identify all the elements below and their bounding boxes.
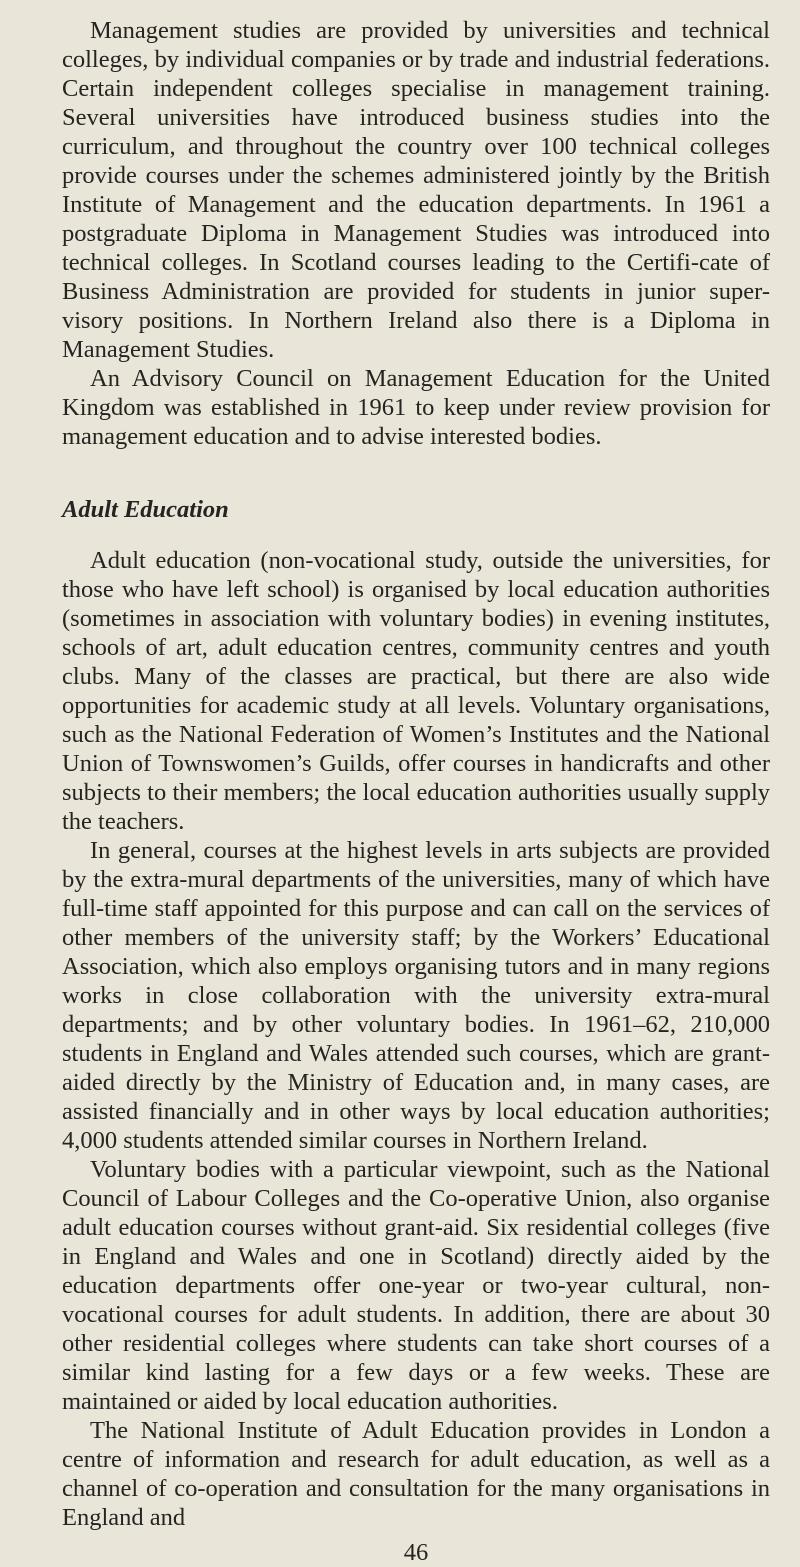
paragraph-advisory-council: An Advisory Council on Management Education for the United Kingdom was established in 1961 to keep under review provision for management education and to advise interested bodies. — [62, 365, 770, 450]
management-studies-section — [62, 16, 770, 451]
paragraph-national-institute: The National Institute of Adult Education provides in London a centre of information and research for adult education, as well as a channel of co-operation and consultation for the many organisations in England and — [62, 1417, 770, 1531]
paragraph-management-studies: Management studies are provided by universities and technical colleges, by individual companies or by trade and industrial federations. Certain independent colleges specialise in management training. Several universities have introduced business studies into the curriculum, and throughout the country over 100 technical colleges provide courses under the schemes administered jointly by the British Institute of Management and the education departments. In 1961 a postgraduate Diploma in Management Studies was introduced into technical colleges. In Scotland courses leading to the Certifi-cate of Business Administration are provided for students in junior super-visory positions. In Northern Ireland also there is a Diploma in Management Studies. — [62, 17, 770, 363]
paragraph-adult-education: Adult education (non-vocational study, outside the universities, for those who have left school) is organised by local education authorities (sometimes in association with voluntary bodies) in evening institutes, schools of art, adult education centres, community centres and youth clubs. Many of the classes are practical, but there are also wide opportunities for academic study at all levels. Voluntary organisations, such as the National Federation of Women’s Institutes and the National Union of Townswomen’s Guilds, offer courses in handicrafts and other subjects to their members; the local education authorities usually supply the teachers. — [62, 547, 770, 835]
section-heading: Adult Education — [62, 496, 229, 523]
page-number: 46 — [403, 1539, 429, 1566]
paragraph-voluntary-bodies: Voluntary bodies with a particular viewpoint, such as the National Council of Labour Colleges and the Co-operative Union, also organise adult education courses without grant-aid. Six residential colleges (five in England and Wales and one in Scotland) directly aided by the education departments offer one-year or two-year cultural, non-vocational courses for adult students. In addition, there are about 30 other residential colleges where students can take short courses of a similar kind lasting for a few days or a few weeks. These are maintained or aided by local education authorities. — [62, 1156, 770, 1415]
adult-education-section — [62, 495, 770, 1532]
paragraph-extra-mural: In general, courses at the highest levels in arts subjects are provided by the extra-mural departments of the universities, many of which have full-time staff appointed for this purpose and can call on the services of other members of the university staff; by the Workers’ Educational Association, which also employs organising tutors and in many regions works in close collaboration with the university extra-mural departments; and by other voluntary bodies. In 1961–62, 210,000 students in England and Wales attended such courses, which are grant-aided directly by the Ministry of Education and, in many cases, are assisted financially and in other ways by local education authorities; 4,000 students attended similar courses in Northern Ireland. — [62, 837, 770, 1154]
